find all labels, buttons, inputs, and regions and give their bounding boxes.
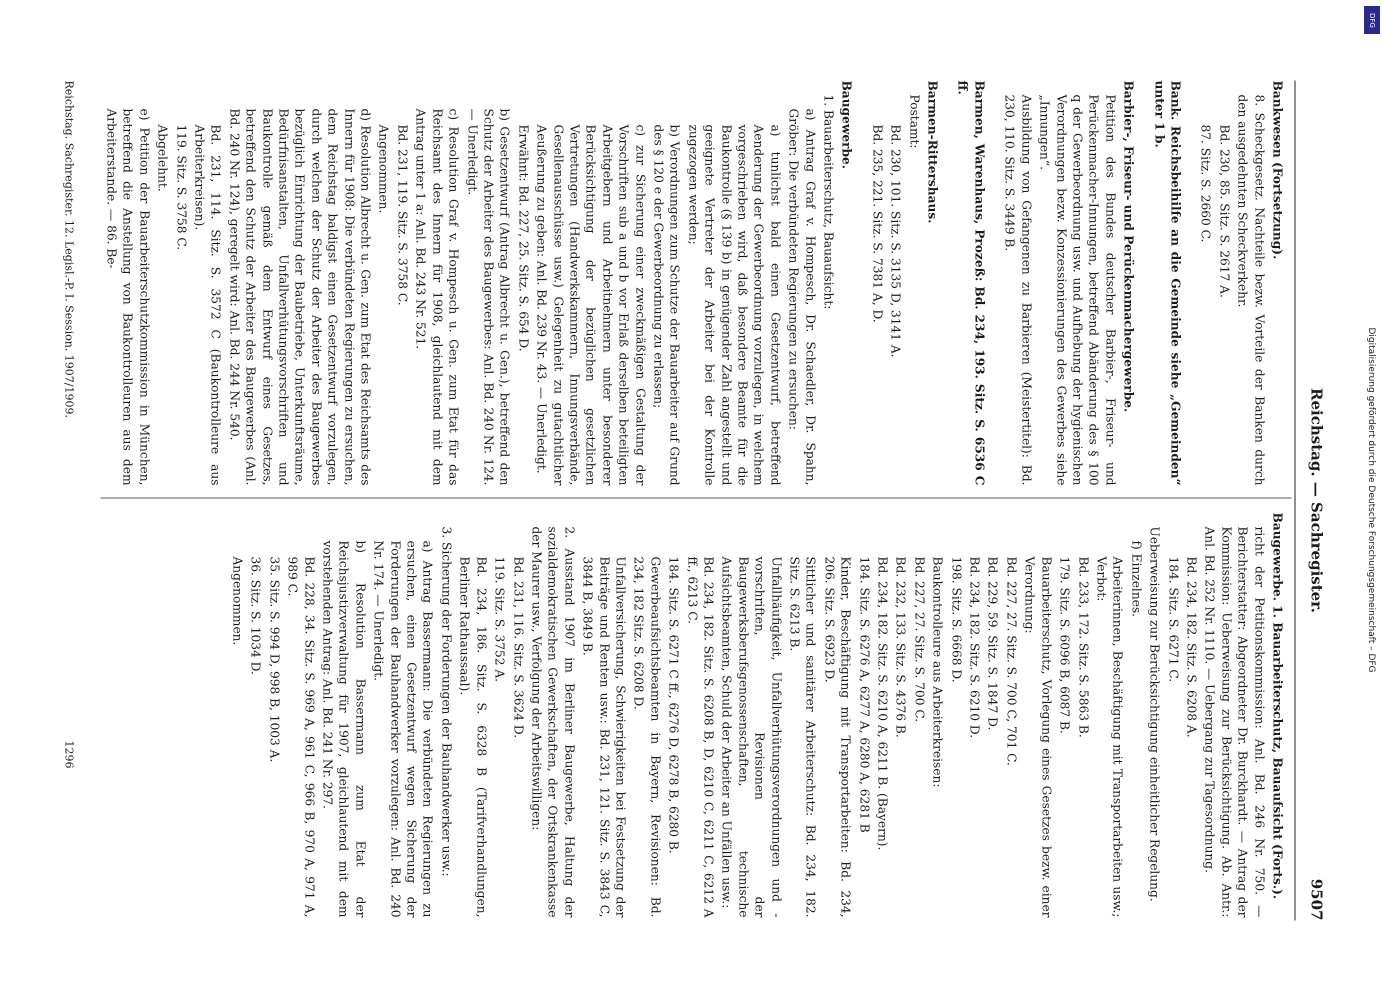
right-column	[227, 512, 1285, 917]
index-heading: Bankwesen (Fortsetzung).	[1270, 80, 1284, 259]
index-entry: Angenommen.	[230, 556, 245, 645]
index-entry: d) Resolution Albrecht u. Gen. zum Etat des Reichsamts des Innern für 1908: Die verbündeten Regierungen zu ersuchen, dem Reichstag baldigst einen Gesetzentwurf vorzulegen, durch welchen der Schutz der Arbeiter des Baugewerbes bezüglich Einrichtung der Baubetriebe, Unterkunftsräume, Bedürfnisanstalten, Unfallverhütungsvorschriften und Baukontrolle gemäß dem Entwurf eines Gesetzes, betreffend den Schutz der Arbeiter des Baugewerbes (Anl. Bd. 240 Nr. 124), geregelt wird: Anl. Bd. 244 Nr. 540.	[226, 108, 373, 485]
index-entry: richt der Petitionskommission: Anl. Bd. 246 Nr. 750. — Berichterstatter: Abgeordneter Dr. Burckhardt. — Antrag der Kommission: Ueberweisung zur Berücksichtigung. Ab. Antr.: Anl. Bd. 252 Nr. 1110. — Uebergang zur Tagesordnung.	[1202, 526, 1266, 917]
index-reference: Bd. 233, 172. Sitz. S. 5863 B.	[1075, 556, 1090, 738]
header-rule	[1294, 80, 1295, 920]
page-number: 9507	[1307, 878, 1325, 920]
index-entry: 8. Scheckgesetz. Nachteile bezw. Vorteile der Banken durch den ausgedehnten Scheckverkehr.	[1235, 94, 1266, 485]
left-column	[101, 80, 1285, 485]
index-entry: c) Resolution Graf v. Hompesch u. Gen. zum Etat für das Reichsamt des Innern für 1908, gleichlautend mit dem Antrag unter 1 a: Anl. Bd. 243 Nr. 521.	[413, 108, 461, 485]
index-reference: 119. Sitz. S. 3758 C.	[173, 124, 188, 250]
digitization-credit-text: Digitalisierung gefördert durch die Deutsche Forschungsgemeinschaft – DFG	[1366, 327, 1376, 673]
index-entry: Arbeiterinnen, Beschäftigung mit Transportarbeiten usw.; Verbot:	[1093, 556, 1125, 917]
index-entry: Kinder, Beschäftigung mit Transportarbeiten: Bd. 234, 206. Sitz. S. 6923 D.	[821, 556, 853, 917]
index-entry: Angenommen.	[376, 124, 391, 213]
index-reference: Bd. 230, 85. Sitz. S. 2617 A.	[1216, 124, 1231, 298]
column-divider	[100, 497, 1291, 498]
index-entry: Unfallversicherung, Schwierigkeiten bei Festsetzung der Beiträge und Renten usw.: Bd. 231, 121. Sitz. S. 3843 C, 3844 B, 3849 B.	[580, 556, 627, 917]
index-reference: Bd. 231, 119. Sitz. S. 3758 C.	[394, 124, 409, 306]
index-entry: Baukontrolleure aus Arbeiterkreisen:	[930, 556, 945, 787]
index-entry: b) Resolution Bassermann zum Etat der Reichsjustizverwaltung für 1907, gleichlautend mit dem vorstehenden Antrag: Anl. Bd. 241 Nr. 297.	[320, 540, 367, 917]
index-reference: 87. Sitz. S. 2660 C.	[1198, 124, 1213, 242]
index-heading: Barbier-, Friseur- und Perückenmachergewerbe.	[1121, 80, 1136, 412]
index-reference: 198. Sitz. S. 6668 D.	[948, 556, 963, 683]
index-entry: Abgelehnt.	[155, 124, 170, 192]
index-entry: Postamt:	[906, 94, 921, 149]
index-reference: Bd. 227, 27. Sitz. S. 700 C, 701 C.	[1003, 556, 1018, 766]
index-reference: Bd. 229, 59. Sitz. S. 1847 D.	[985, 556, 1000, 730]
index-entry: Ausbildung von Gefangenen zu Barbieren (Meistertitel): Bd. 230, 110. Sitz. S. 3449 B.	[1002, 94, 1033, 485]
index-entry: 3. Sicherung der Forderungen der Bauhandwerker usw.:	[438, 526, 453, 877]
entry-spacer	[1138, 80, 1148, 485]
index-entry: b) Gesetzentwurf (Antrag Albrecht u. Gen.), betreffend den Schutz der Arbeiter des Baugewerbes: Anl. Bd. 240 Nr. 124. — Unerledigt.	[464, 108, 512, 485]
entry-spacer	[856, 80, 866, 485]
index-entry: a) Antrag Bassermann: Die verbündeten Regierungen zu ersuchen, einen Gesetzentwurf wegen Sicherung der Forderungen der Bauhandwerker vorzulegen: Anl. Bd. 240 Nr. 174. — Unerledigt.	[371, 540, 435, 917]
index-reference: Bd. 234, 182. Sitz. S. 6210 A, 6211 B. (Bayern).	[875, 556, 890, 850]
index-reference: Bd. 227, 27. Sitz. S. 700 C.	[911, 556, 926, 722]
index-reference: 179. Sitz. S. 6096 B, 6087 B.	[1057, 556, 1072, 734]
index-entry: b) Verordnungen zum Schutze der Bauarbeiter auf Grund des § 120 e der Gewerbeordnung zu erlassen;	[651, 124, 682, 485]
index-entry: Sittlicher und sanitärer Arbeiterschutz: Bd. 234, 182. Sitz. S. 6213 B.	[787, 556, 818, 917]
digitization-credit	[1365, 10, 1377, 990]
index-reference: Bd. 234, 182. Sitz. S. 6210 D.	[967, 556, 982, 738]
index-entry: Erwähnt: Bd. 227, 25. Sitz. S. 654 D.	[515, 124, 530, 352]
index-reference: 36. Sitz. S. 1034 D.	[248, 556, 263, 675]
footer-page-count: 1296	[62, 740, 75, 768]
index-heading: Baugewerbe.	[839, 80, 854, 169]
running-header	[1299, 80, 1325, 920]
index-reference: Bd. 231, 116. Sitz. S. 3624 D.	[510, 556, 525, 738]
index-entry: f) Einzelnes.	[1128, 540, 1143, 617]
index-reference: Bd. 230, 101. Sitz. S. 3135 D, 3141 A.	[888, 124, 903, 358]
index-reference: Bd. 232, 133. Sitz. S. 4376 B.	[893, 556, 908, 738]
entry-spacer	[989, 80, 999, 485]
index-reference: Bd. 231, 114. Sitz. S. 3572 C (Baukontrolleure aus Arbeiterkreisen).	[192, 124, 223, 485]
index-heading: Barmen-Rittershaus.	[925, 80, 940, 223]
index-heading: Baugewerbe. 1. Bauarbeiterschutz, Bauaufsicht (Forts.).	[1270, 512, 1284, 899]
document-page	[40, 50, 1343, 950]
index-reference: Bd. 234, 182. Sitz. S. 6208 A.	[1183, 556, 1198, 738]
index-entry: Petition des Bundes deutscher Barbier-, Friseur- und Perückenmacher-Innungen, betreffend Abänderung des § 100 q der Gewerbeordnung usw. und Aufhebung der hygienischen Verordnungen bezw. Konzessionierungen des Gewerbes siehe „Innungen“.	[1037, 94, 1117, 485]
index-reference: 119. Sitz. S. 3752 A.	[492, 556, 507, 682]
index-entry: c) zur Sicherung einer zweckmäßigen Gestaltung der Vorschriften sub a und b vor Erlaß derselben beteiligten Arbeitgebern und Arbeitnehmern unter besonderer Berücksichtigung der bezüglichen gesetzlichen Vertretungen (Handwerkskammern, Innungsverbände, Gesellenausschüsse usw.) Gelegenheit zu gutachtlicher Aeußerung zu geben: Anl. Bd. 239 Nr. 43. — Unerledigt.	[534, 124, 647, 485]
index-reference: 35. Sitz. S. 994 D, 998 B, 1003 A.	[266, 556, 281, 762]
index-entry: e) Petition der Bauarbeiterschutzkommission in München, betreffend die Anstellung von Baukontrolleuren aus dem Arbeiterstande. — 86. Be-	[104, 108, 151, 485]
index-reference: 184. Sitz. S. 6271 C ff., 6276 D, 6278 B, 6280 B.	[666, 556, 681, 854]
index-reference: 184. Sitz. S. 6271 C.	[1165, 556, 1180, 682]
index-entry: Ueberweisung zur Berücksichtigung einheitlicher Regelung.	[1147, 526, 1162, 902]
index-reference: Bd. 235, 221. Sitz. S. 7381 A, D.	[869, 124, 884, 323]
running-title: Reichstag. — Sachregister.	[1307, 387, 1325, 613]
index-entry: Gewerbeaufsichtsbeamten in Bayern, Revisionen: Bd. 234, 182 Sitz. S. 6208 D.	[631, 556, 662, 917]
index-reference: Bd. 234, 182. Sitz. S. 6208 B, D, 6210 C, 6211 C, 6212 A ff., 6213 C.	[684, 556, 715, 917]
index-entry: a) Antrag Graf v. Hompesch, Dr. Schaedler, Dr. Spahn, Gröber: Die verbündeten Regierungen zu ersuchen:	[786, 108, 817, 485]
index-entry: a) tunlichst bald einen Gesetzentwurf, betreffend Aenderung der Gewerbeordnung vorzulegen, in welchem vorgeschrieben wird, daß besondere Beamte für die Baukontrolle (§ 139 b) in genügender Zahl angestellt und geeignete Vertreter der Arbeiter bei der Kontrolle zugezogen werden;	[685, 124, 782, 485]
index-reference: 184. Sitz. S. 6276 A, 6277 A, 6280 A, 6281 B	[856, 556, 871, 833]
index-reference: Bd. 234, 186. Sitz. S. 6328 B (Tarifverhandlungen, Berliner Rathaussaal).	[457, 556, 488, 917]
index-entry: Unfallhäufigkeit, Unfallverhütungsverordnungen und -vorschriften, Revisionen der Baugewerksberufsgenossenschaften, technische Aufsichtsbeamten, Schuld der Arbeiter an Unfällen usw.:	[719, 556, 783, 917]
dfg-logo: DFG	[1364, 6, 1380, 34]
index-entry: 2. Ausstand 1907 im Berliner Baugewerbe, Haltung der sozialdemokratischen Gewerkschaften, der Ortskrankenkasse der Maurer usw., Verfolgung der Arbeitswilligen:	[528, 526, 576, 917]
index-reference: Bd. 228, 34. Sitz. S. 969 A, 961 C, 966 B, 970 A, 971 A, 989 C.	[285, 556, 316, 917]
entry-spacer	[942, 80, 952, 485]
entry-spacer	[1185, 80, 1195, 485]
index-entry: 1. Bauarbeiterschutz, Bauaufsicht:	[821, 94, 836, 309]
index-heading: Barmen, Warenhaus, Prozeß: Bd. 234, 193. Sitz. S. 6536 C ff.	[955, 80, 986, 485]
footer-note: Reichstag. Sachregister. 12. Legisl.-P. I. Session. 1907/1909.	[62, 80, 75, 418]
index-heading: Bank. Reichsbeihilfe an die Gemeinde siehe „Gemeinden“ unter 1 b.	[1151, 80, 1182, 485]
index-entry: Bauarbeiterschutz, Vorlegung eines Gesetzes bezw. einer Verordnung:	[1022, 556, 1053, 917]
